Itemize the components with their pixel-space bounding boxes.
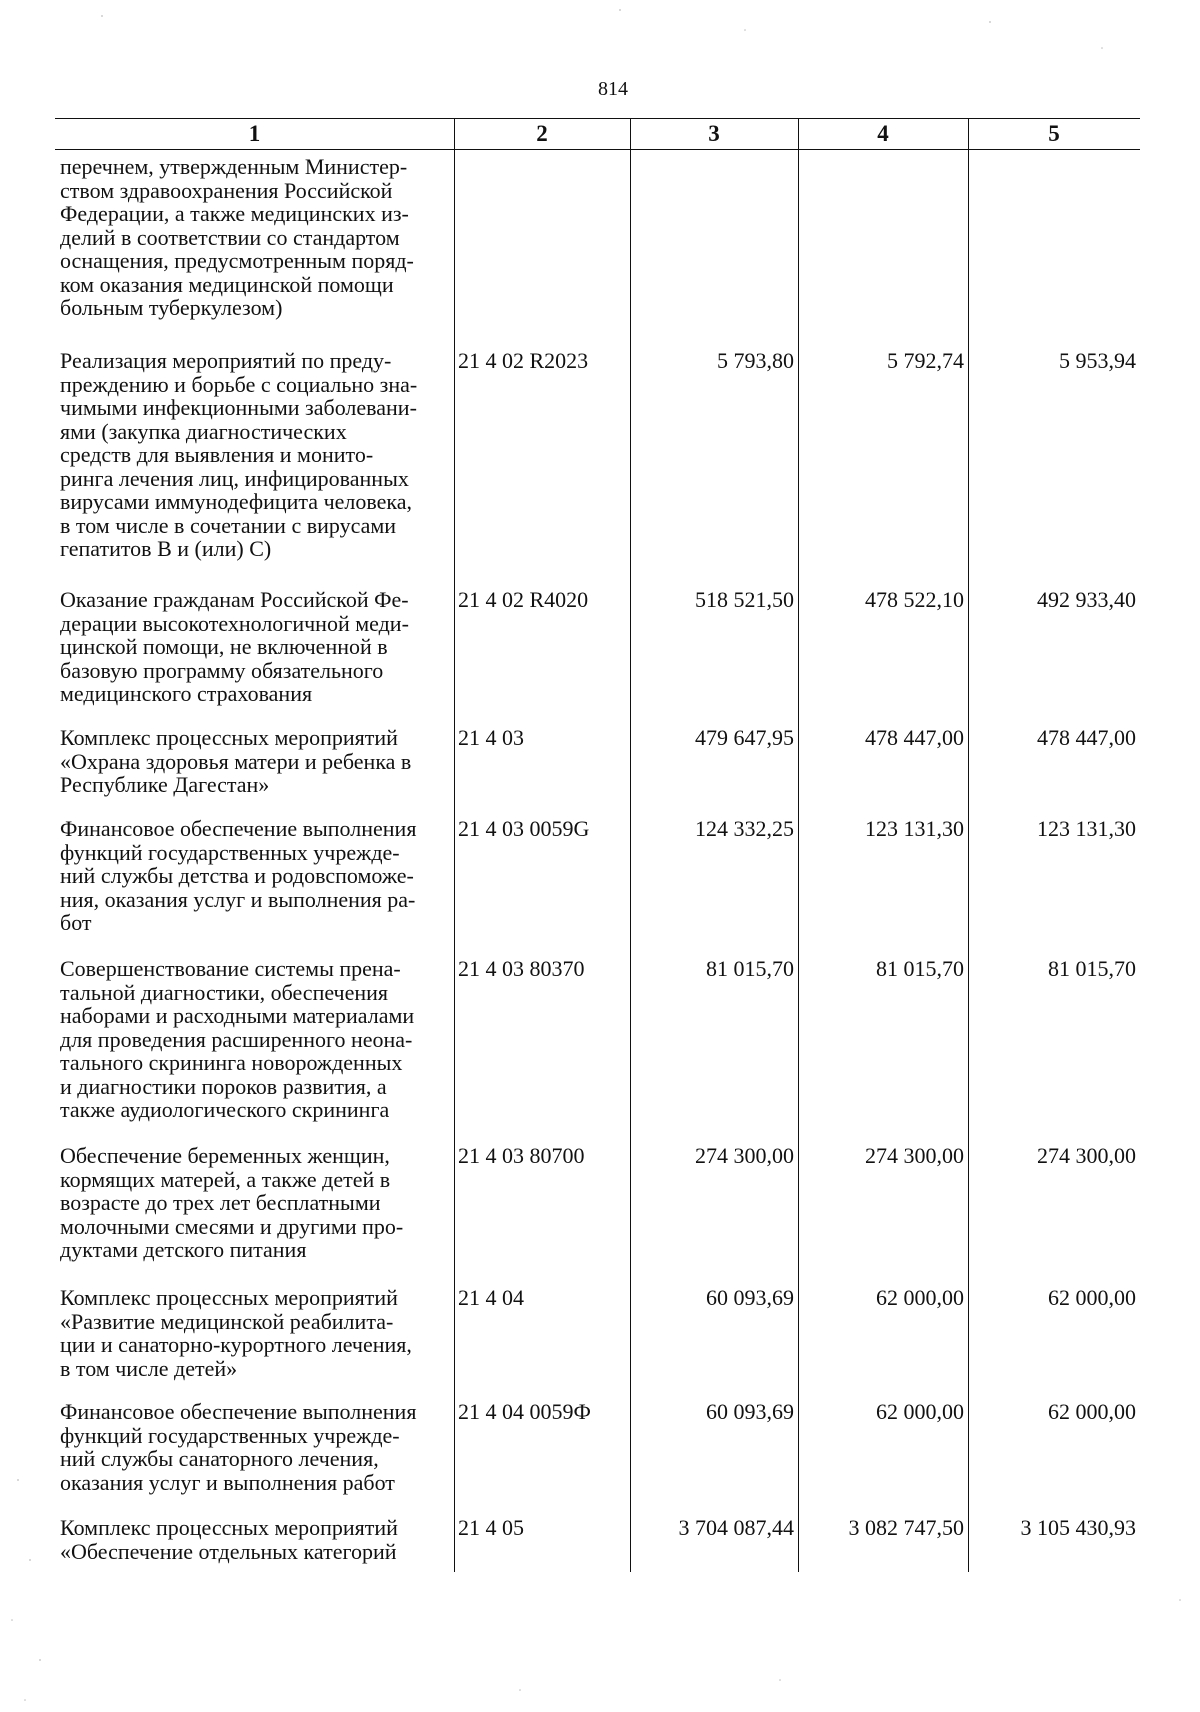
row-description: Совершенствование системы прена- тальной диагностики, обеспечения наборами и расходными материалами для проведения расширенного неона- тального скрининга новорожденных и диагностики пороков развития, а также аудиологического скрининга (60, 956, 415, 1122)
row-value-col3: 518 521,50 (695, 587, 794, 612)
row-value-col5: 492 933,40 (1037, 587, 1136, 612)
row-value-col3: 479 647,95 (695, 725, 794, 750)
row-value-col3: 60 093,69 (706, 1399, 794, 1424)
row-code: 21 4 03 80700 (458, 1143, 585, 1168)
row-value-col4: 478 447,00 (865, 725, 964, 750)
row-code: 21 4 02 R2023 (458, 348, 589, 373)
row-value-col4: 62 000,00 (876, 1285, 964, 1310)
row-description: Финансовое обеспечение выполнения функций государственных учрежде- ний службы санаторного лечения, оказания услуг и выполнения работ (60, 1399, 417, 1495)
column-divider (968, 118, 969, 1572)
column-header-4: 4 (877, 121, 889, 146)
row-value-col5: 62 000,00 (1048, 1285, 1136, 1310)
row-value-col4: 3 082 747,50 (848, 1515, 964, 1540)
row-code: 21 4 03 80370 (458, 956, 585, 981)
row-description: Оказание гражданам Российской Фе- дерации высокотехнологичной меди- цинской помощи, не включенной в базовую программу обязательного медицинского страхования (60, 587, 409, 706)
column-divider (798, 118, 799, 1572)
row-value-col4: 81 015,70 (876, 956, 964, 981)
row-value-col5: 3 105 430,93 (1020, 1515, 1136, 1540)
column-divider (630, 118, 631, 1572)
column-header-3: 3 (708, 121, 720, 146)
row-value-col3: 124 332,25 (695, 816, 794, 841)
column-header-5: 5 (1048, 121, 1060, 146)
row-description: Комплекс процессных мероприятий «Обеспечение отдельных категорий (60, 1515, 398, 1564)
row-code: 21 4 05 (458, 1515, 524, 1540)
row-code: 21 4 03 (458, 725, 524, 750)
row-value-col5: 5 953,94 (1059, 348, 1136, 373)
row-value-col4: 5 792,74 (887, 348, 964, 373)
table-header-border (55, 149, 1140, 150)
column-header-2: 2 (536, 121, 548, 146)
row-value-col3: 5 793,80 (717, 348, 794, 373)
row-description: перечнем, утвержденным Министер- ством здравоохранения Российской Федерации, а также медицинских из- делий в соответствии со стандартом оснащения, предусмотренным поряд- ком оказания медицинской помощи больным туберкулезом) (60, 154, 414, 320)
row-value-col4: 123 131,30 (865, 816, 964, 841)
row-value-col5: 274 300,00 (1037, 1143, 1136, 1168)
row-description: Обеспечение беременных женщин, кормящих матерей, а также детей в возрасте до трех лет бесплатными молочными смесями и другими про- дуктами детского питания (60, 1143, 404, 1262)
row-value-col4: 274 300,00 (865, 1143, 964, 1168)
row-value-col5: 81 015,70 (1048, 956, 1136, 981)
row-code: 21 4 02 R4020 (458, 587, 589, 612)
row-description: Комплекс процессных мероприятий «Развитие медицинской реабилита- ции и санаторно-курортного лечения, в том числе детей» (60, 1285, 412, 1381)
row-value-col3: 81 015,70 (706, 956, 794, 981)
row-description: Финансовое обеспечение выполнения функций государственных учрежде- ний службы детства и родовспоможе- ния, оказания услуг и выполнения ра- бот (60, 816, 417, 935)
row-value-col5: 62 000,00 (1048, 1399, 1136, 1424)
row-code: 21 4 04 0059Ф (458, 1399, 591, 1424)
row-code: 21 4 03 0059G (458, 816, 590, 841)
row-value-col3: 274 300,00 (695, 1143, 794, 1168)
row-description: Реализация мероприятий по преду- преждению и борьбе с социально зна- чимыми инфекционными заболевани- ями (закупка диагностических средств для выявления и монито- ринга лечения лиц, инфицированных вирусами иммунодефицита человека, в том числе в сочетании с вирусами гепатитов В и (или) С) (60, 348, 418, 561)
row-value-col3: 3 704 087,44 (678, 1515, 794, 1540)
row-value-col3: 60 093,69 (706, 1285, 794, 1310)
row-value-col4: 478 522,10 (865, 587, 964, 612)
column-divider (454, 118, 455, 1572)
row-value-col5: 123 131,30 (1037, 816, 1136, 841)
row-value-col5: 478 447,00 (1037, 725, 1136, 750)
page-number: 814 (598, 78, 628, 100)
row-description: Комплекс процессных мероприятий «Охрана здоровья матери и ребенка в Республике Дагестан» (60, 725, 412, 797)
row-value-col4: 62 000,00 (876, 1399, 964, 1424)
column-header-1: 1 (248, 121, 261, 146)
row-code: 21 4 04 (458, 1285, 524, 1310)
